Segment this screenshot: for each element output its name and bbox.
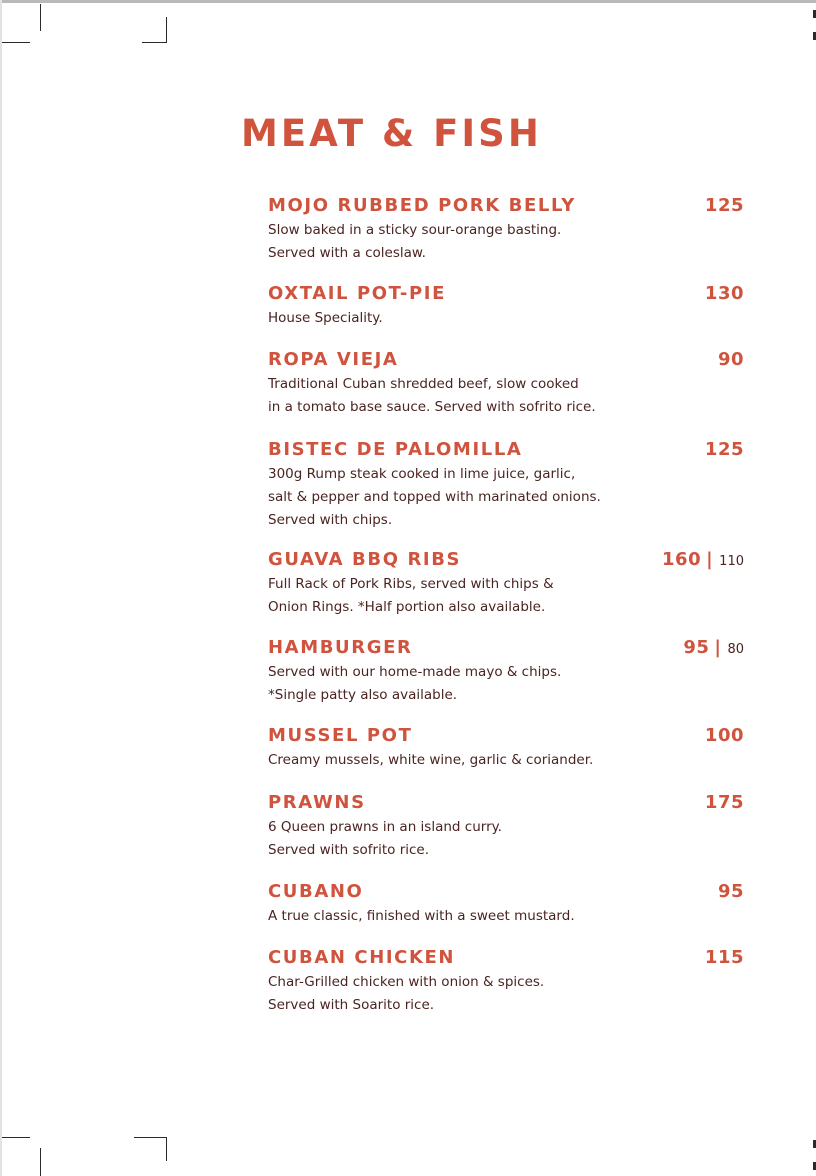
price-value: 95 (717, 881, 744, 902)
description-line: *Single patty also available. (268, 686, 458, 703)
crop-mark (142, 42, 167, 43)
description-line: A true classic, finished with a sweet mustard. (268, 908, 575, 924)
item-name: GUAVA BBQ RIBS (268, 549, 462, 570)
item-name: PRAWNS (268, 792, 366, 813)
description-line: Full Rack of Pork Ribs, served with chips & (268, 576, 554, 592)
item-name: BISTEC DE PALOMILLA (268, 439, 523, 460)
item-price (705, 439, 744, 461)
item-price (705, 792, 744, 814)
description-line: 300g Rump steak cooked in lime juice, garlic, (268, 466, 576, 482)
item-price (683, 637, 744, 661)
description-line: Onion Rings. *Half portion also available. (268, 598, 546, 615)
item-price (705, 725, 744, 747)
description-line: House Speciality. (268, 310, 383, 326)
item-description (268, 905, 575, 928)
description-line: in a tomato base sauce. Served with sofrito rice. (268, 398, 596, 415)
description-line: Slow baked in a sticky sour-orange basting. (268, 222, 562, 238)
price-value: 125 (704, 195, 744, 216)
item-price (662, 549, 744, 573)
crop-mark (40, 1148, 41, 1176)
item-name: MUSSEL POT (268, 725, 413, 746)
item-price (705, 947, 744, 969)
price-value: 90 (717, 349, 744, 370)
description-line: Served with chips. (268, 511, 393, 528)
price-separator: | (714, 637, 722, 658)
description-line: Served with our home-made mayo & chips. (268, 664, 562, 680)
price-value: 95 (683, 637, 710, 658)
price-value: 160 (662, 549, 702, 570)
price-value: 125 (704, 439, 744, 460)
crop-mark (2, 42, 30, 43)
item-description (268, 219, 561, 265)
item-price (705, 283, 744, 305)
item-price (718, 349, 744, 371)
description-line: Served with Soarito rice. (268, 996, 435, 1013)
description-line: salt & pepper and topped with marinated onions. (268, 488, 601, 505)
price-separator: | (706, 549, 714, 570)
price-value: 100 (704, 725, 744, 746)
description-line: Creamy mussels, white wine, garlic & coriander. (268, 752, 594, 768)
crop-mark (2, 1137, 30, 1138)
item-price (718, 881, 744, 903)
item-description (268, 816, 502, 862)
item-description (268, 971, 544, 1017)
crop-mark (134, 1137, 167, 1138)
page-top-border (0, 0, 816, 3)
page-left-border (0, 0, 2, 1176)
item-description (268, 661, 561, 707)
item-description (268, 463, 601, 531)
description-line: Char-Grilled chicken with onion & spices. (268, 974, 545, 990)
crop-mark (166, 17, 167, 43)
price-alt-value: 110 (719, 554, 744, 569)
crop-mark (166, 1137, 167, 1161)
price-value: 130 (704, 283, 744, 304)
item-price (705, 195, 744, 217)
item-description (268, 749, 593, 772)
price-value: 175 (704, 792, 744, 813)
item-name: HAMBURGER (268, 637, 413, 658)
price-value: 115 (704, 947, 744, 968)
item-description (268, 573, 554, 619)
item-name: CUBANO (268, 881, 364, 902)
description-line: Traditional Cuban shredded beef, slow cooked (268, 376, 579, 392)
item-name: CUBAN CHICKEN (268, 947, 456, 968)
description-line: Served with a coleslaw. (268, 244, 426, 261)
item-description (268, 373, 596, 419)
crop-mark (40, 4, 41, 31)
description-line: Served with sofrito rice. (268, 841, 430, 858)
description-line: 6 Queen prawns in an island curry. (268, 819, 502, 835)
item-description (268, 307, 383, 330)
price-alt-value: 80 (727, 642, 744, 657)
item-name: OXTAIL POT-PIE (268, 283, 446, 304)
item-name: MOJO RUBBED PORK BELLY (268, 195, 576, 216)
page-title: MEAT & FISH (241, 112, 542, 155)
item-name: ROPA VIEJA (268, 349, 399, 370)
